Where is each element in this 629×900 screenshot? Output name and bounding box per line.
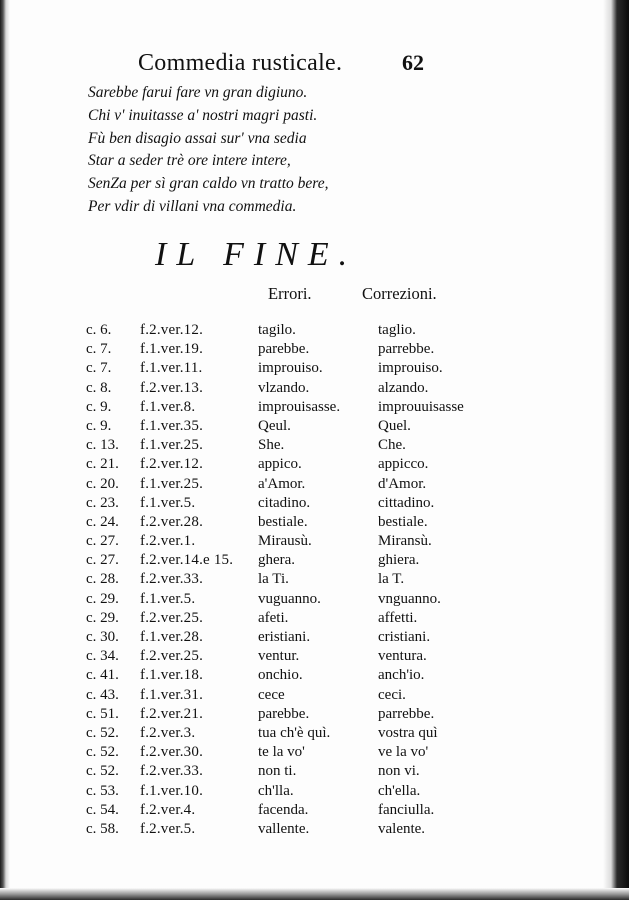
verse-line: Sarebbe farui fare vn gran digiuno. xyxy=(88,84,308,101)
errata-correction: vnguanno. xyxy=(378,590,441,607)
errata-carta: c. 54. xyxy=(86,801,119,818)
errata-error: bestiale. xyxy=(258,513,308,530)
errata-row xyxy=(0,399,629,418)
errata-row xyxy=(0,610,629,629)
errata-location: f.1.ver.8. xyxy=(140,398,196,415)
errata-row xyxy=(0,629,629,648)
errata-error: tagilo. xyxy=(258,322,296,338)
errata-location: f.2.ver.13. xyxy=(140,379,204,396)
errata-row xyxy=(0,821,629,840)
errata-correction: parrebbe. xyxy=(378,341,435,358)
errata-correction: alzando. xyxy=(378,379,429,396)
errata-row xyxy=(0,322,629,341)
errata-error: la Ti. xyxy=(258,571,289,588)
errata-correction: Quel. xyxy=(378,417,411,434)
errata-row xyxy=(0,380,629,399)
errata-location: f.1.ver.31. xyxy=(140,686,204,703)
errata-carta: c. 51. xyxy=(86,705,119,722)
errata-row xyxy=(0,437,629,456)
errata-location: f.2.ver.25. xyxy=(140,648,204,665)
errata-correction: ventura. xyxy=(378,648,427,665)
errata-error: improuiso. xyxy=(258,360,323,377)
errata-carta: c. 52. xyxy=(86,724,119,741)
errata-correction: ve la vo' xyxy=(378,744,429,761)
errata-carta: c. 41. xyxy=(86,667,119,684)
errata-correction: non vi. xyxy=(378,763,420,780)
verse-line: Fù ben disagio assai sur' vna sedia xyxy=(88,129,307,147)
errata-correction: taglio. xyxy=(378,322,416,338)
errata-error: onchio. xyxy=(258,667,303,684)
errata-row xyxy=(0,802,629,821)
errata-location: f.1.ver.11. xyxy=(140,360,203,377)
errata-column-headers xyxy=(0,284,629,306)
errata-carta: c. 52. xyxy=(86,744,119,761)
errata-row xyxy=(0,476,629,495)
errata-error: afeti. xyxy=(258,609,289,626)
errata-carta: c. 9. xyxy=(86,417,112,434)
errata-location: f.2.ver.28. xyxy=(140,513,204,530)
errata-location: f.2.ver.1. xyxy=(140,533,196,550)
fine-heading: IL FINE. xyxy=(155,236,358,273)
errata-error: ventur. xyxy=(258,648,300,665)
errori-header: Errori. xyxy=(268,284,312,303)
errata-location: f.2.ver.12. xyxy=(140,322,204,338)
errata-row xyxy=(0,456,629,475)
errata-error: cece xyxy=(258,686,285,703)
errata-location: f.1.ver.10. xyxy=(140,782,204,799)
verse-line: Star a seder trè ore intere intere, xyxy=(88,152,291,170)
errata-row xyxy=(0,648,629,667)
errata-row xyxy=(0,725,629,744)
verse-line: Per vdir di villani vna commedia. xyxy=(88,197,297,215)
errata-correction: vostra quì xyxy=(378,724,438,741)
errata-location: f.2.ver.21. xyxy=(140,705,204,722)
errata-location: f.2.ver.33. xyxy=(140,763,204,780)
errata-carta: c. 8. xyxy=(86,379,112,396)
errata-location: f.2.ver.33. xyxy=(140,571,204,588)
errata-error: te la vo' xyxy=(258,744,305,761)
errata-error: vuguanno. xyxy=(258,590,321,607)
errata-row xyxy=(0,706,629,725)
errata-error: Qeul. xyxy=(258,417,291,434)
verse-line: Chi v' inuitasse a' nostri magri pasti. xyxy=(88,106,318,124)
page-number: 62 xyxy=(402,50,424,75)
errata-location: f.1.ver.18. xyxy=(140,667,204,684)
errata-correction: d'Amor. xyxy=(378,475,427,492)
errata-row xyxy=(0,533,629,552)
errata-location: f.2.ver.25. xyxy=(140,609,204,626)
errata-error: ch'lla. xyxy=(258,782,294,799)
errata-correction: improuiso. xyxy=(378,360,443,377)
errata-row xyxy=(0,341,629,360)
errata-location: f.2.ver.30. xyxy=(140,744,204,761)
errata-correction: bestiale. xyxy=(378,513,428,530)
running-title: Commedia rusticale. xyxy=(138,50,343,76)
errata-location: f.2.ver.12. xyxy=(140,456,204,473)
errata-carta: c. 27. xyxy=(86,552,119,569)
errata-correction: valente. xyxy=(378,820,426,837)
errata-carta: c. 24. xyxy=(86,513,119,530)
errata-location: f.2.ver.5. xyxy=(140,820,196,837)
errata-carta: c. 28. xyxy=(86,571,119,588)
errata-row xyxy=(0,763,629,782)
errata-correction: fanciulla. xyxy=(378,801,435,818)
errata-error: tua ch'è quì. xyxy=(258,724,331,741)
errata-error: vallente. xyxy=(258,820,310,837)
errata-row xyxy=(0,591,629,610)
errata-row xyxy=(0,552,629,571)
errata-carta: c. 21. xyxy=(86,456,119,473)
errata-carta: c. 52. xyxy=(86,763,119,780)
correzioni-header: Correzioni. xyxy=(362,284,437,303)
errata-carta: c. 13. xyxy=(86,437,119,454)
errata-location: f.2.ver.3. xyxy=(140,724,196,741)
errata-carta: c. 20. xyxy=(86,475,119,492)
errata-correction: Miransù. xyxy=(378,533,432,550)
errata-error: non ti. xyxy=(258,763,297,780)
errata-row xyxy=(0,783,629,802)
errata-carta: c. 34. xyxy=(86,648,119,665)
errata-error: improuisasse. xyxy=(258,398,341,415)
errata-correction: affetti. xyxy=(378,609,418,626)
errata-row xyxy=(0,571,629,590)
errata-error: a'Amor. xyxy=(258,475,306,492)
errata-correction: cristiani. xyxy=(378,629,431,645)
errata-row xyxy=(0,744,629,763)
errata-error: eristiani. xyxy=(258,629,311,645)
page-bottom-shadow xyxy=(0,888,629,900)
errata-row xyxy=(0,667,629,686)
errata-error: She. xyxy=(258,437,285,454)
errata-carta: c. 6. xyxy=(86,322,112,338)
errata-location: f.1.ver.35. xyxy=(140,417,204,434)
errata-error: Mirausù. xyxy=(258,533,312,550)
errata-row xyxy=(0,687,629,706)
errata-row xyxy=(0,360,629,379)
errata-carta: c. 58. xyxy=(86,820,119,837)
errata-location: f.1.ver.5. xyxy=(140,590,196,607)
errata-correction: ch'ella. xyxy=(378,782,421,799)
errata-location: f.1.ver.5. xyxy=(140,494,196,511)
errata-carta: c. 53. xyxy=(86,782,119,799)
errata-error: ghera. xyxy=(258,552,296,569)
errata-error: appico. xyxy=(258,456,302,473)
errata-carta: c. 7. xyxy=(86,360,112,377)
errata-correction: Che. xyxy=(378,437,406,454)
errata-error: vlzando. xyxy=(258,379,310,396)
errata-location: f.1.ver.19. xyxy=(140,341,204,358)
errata-error: citadino. xyxy=(258,494,311,511)
errata-correction: ceci. xyxy=(378,686,406,703)
errata-error: parebbe. xyxy=(258,705,310,722)
errata-row xyxy=(0,418,629,437)
errata-carta: c. 7. xyxy=(86,341,112,358)
errata-row xyxy=(0,514,629,533)
errata-correction: anch'io. xyxy=(378,667,425,684)
closing-verses xyxy=(88,82,468,219)
errata-correction: cittadino. xyxy=(378,494,435,511)
errata-carta: c. 9. xyxy=(86,398,112,415)
errata-error: facenda. xyxy=(258,801,309,818)
errata-error: parebbe. xyxy=(258,341,310,358)
errata-carta: c. 43. xyxy=(86,686,119,703)
errata-carta: c. 27. xyxy=(86,533,119,550)
errata-correction: ghiera. xyxy=(378,552,420,569)
errata-row xyxy=(0,495,629,514)
errata-carta: c. 23. xyxy=(86,494,119,511)
errata-table xyxy=(0,322,629,840)
errata-carta: c. 29. xyxy=(86,609,119,626)
errata-location: f.2.ver.14.e 15. xyxy=(140,552,234,569)
errata-carta: c. 30. xyxy=(86,629,119,645)
errata-location: f.1.ver.25. xyxy=(140,475,204,492)
errata-correction: parrebbe. xyxy=(378,705,435,722)
verse-line: SenZa per sì gran caldo vn tratto bere, xyxy=(88,175,329,193)
errata-correction: appicco. xyxy=(378,456,429,473)
errata-location: f.2.ver.4. xyxy=(140,801,196,818)
errata-carta: c. 29. xyxy=(86,590,119,607)
errata-correction: la T. xyxy=(378,571,405,588)
errata-correction: improuuisasse xyxy=(378,398,464,415)
errata-location: f.1.ver.28. xyxy=(140,629,204,645)
errata-location: f.1.ver.25. xyxy=(140,437,204,454)
